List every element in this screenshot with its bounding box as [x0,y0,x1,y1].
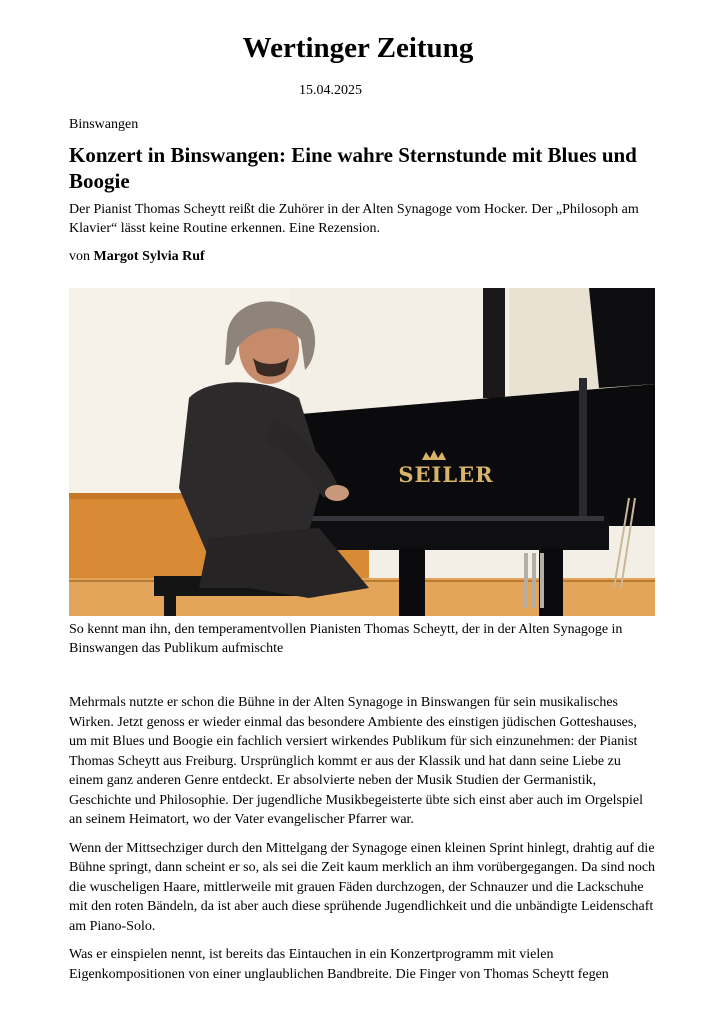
article-lead: Der Pianist Thomas Scheytt reißt die Zuhörer in der Alten Synagoge vom Hocker. Der „Philosoph am Klavier“ lässt keine Routine erkennen. Eine Rezension. [69,202,639,236]
byline-prefix: von [69,249,90,264]
photo-illustration [69,288,655,616]
publication-date: 15.04.2025 [299,83,362,98]
paragraph: Mehrmals nutzte er schon die Bühne in der Alten Synagoge in Binswangen für sein musikalisches Wirken. Jetzt genoss er wieder einmal das besondere Ambiente des einstigen jüdischen Gotteshauses, um mit Blues und Boogie ein fachlich versiert wirkendes Publikum für sich einzunehmen: der Pianist Thomas Scheytt aus Freiburg. Ursprünglich kommt er aus der Klassik und hat dann seine Liebe zu einem ganz anderen Genre entdeckt. Er absolvierte neben der Musik Studien der Germanistik, Geschichte und Philosophie. Der jugendliche Musikbegeisterte übte sich einst aber auch im Orgelspiel an seinem Heimatort, wo der Vater evangelischer Pfarrer war. [69,695,643,827]
paragraph: Was er einspielen nennt, ist bereits das Eintauchen in ein Konzertprogramm mit vielen Eigenkompositionen von einer unglaublichen Bandbreite. Die Finger von Thomas Scheytt fegen [69,947,609,982]
article [69,116,657,993]
article-headline: Konzert in Binswangen: Eine wahre Sternstunde mit Blues und Boogie [69,143,637,193]
byline [69,248,657,266]
masthead: Wertinger Zeitung [242,32,474,64]
piano-brand-logo: SEILER [398,462,494,487]
article-kicker: Binswangen [69,117,139,132]
paragraph: Wenn der Mittsechziger durch den Mittelgang der Synagoge einen kleinen Sprint hinlegt, drahtig auf die Bühne springt, dann scheint er so, als sei die Zeit kaum merklich an ihm vorübergegangen. Da sind noch die wuscheligen Haare, mittlerweile mit grauen Fäden durchzogen, der Schnauzer und die Lackschuhe mit den roten Bändeln, da ist aber auch diese sprühende Jugendlichkeit und die unbändigte Leidenschaft am Piano-Solo. [69,840,656,934]
article-photo [69,288,655,616]
author-name: Margot Sylvia Ruf [93,249,205,264]
photo-caption: So kennt man ihn, den temperamentvollen Pianisten Thomas Scheytt, der in der Alten Synagoge in Binswangen das Publikum aufmischte [69,622,623,656]
article-body [69,693,657,984]
